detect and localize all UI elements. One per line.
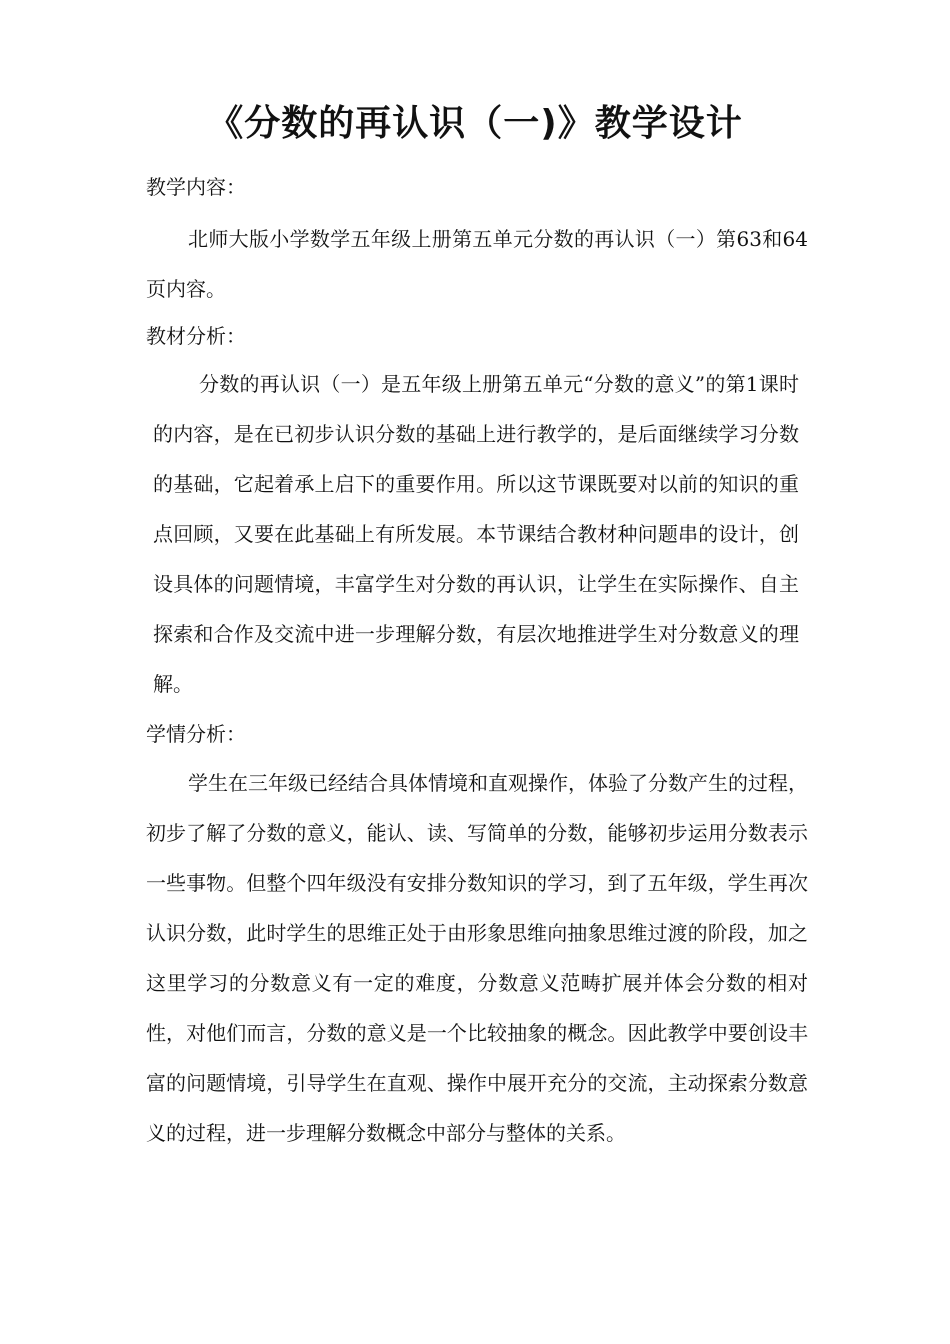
document-title: 《分数的再认识（一)》教学设计 (207, 103, 743, 144)
section-heading-teaching-content: 教学内容： (146, 175, 246, 199)
section-heading-textbook-analysis: 教材分析： (146, 324, 246, 348)
section-body-teaching-content: 北师大版小学数学五年级上册第五单元分数的再认识（一）第63和64页内容。 (146, 227, 808, 301)
section-heading-student-analysis: 学情分析： (146, 722, 246, 746)
section-body-student-analysis: 学生在三年级已经结合具体情境和直观操作，体验了分数产生的过程，初步了解了分数的意义，能认、读、写简单的分数，能够初步运用分数表示一些事物。但整个四年级没有安排分数知识的学习，到了五年级，学生再次认识分数，此时学生的思维正处于由形象思维向抽象思维过渡的阶段，加之这里学习的分数意义有一定的难度，分数意义范畴扩展并体会分数的相对性，对他们而言，分数的意义是一个比较抽象的概念。因此教学中要创设丰富的问题情境，引导学生在直观、操作中展开充分的交流，主动探索分数意义的过程，进一步理解分数概念中部分与整体的关系。 (146, 771, 808, 1145)
section-body-textbook-analysis: 分数的再认识（一）是五年级上册第五单元“分数的意义”的第1课时的内容，是在已初步认识分数的基础上进行教学的，是后面继续学习分数的基础，它起着承上启下的重要作用。所以这节课既要对以前的知识的重点回顾，又要在此基础上有所发展。本节课结合教材种问题串的设计，创设具体的问题情境，丰富学生对分数的再认识，让学生在实际操作、自主探索和合作及交流中进一步理解分数，有层次地推进学生对分数意义的理解。 (153, 372, 799, 696)
